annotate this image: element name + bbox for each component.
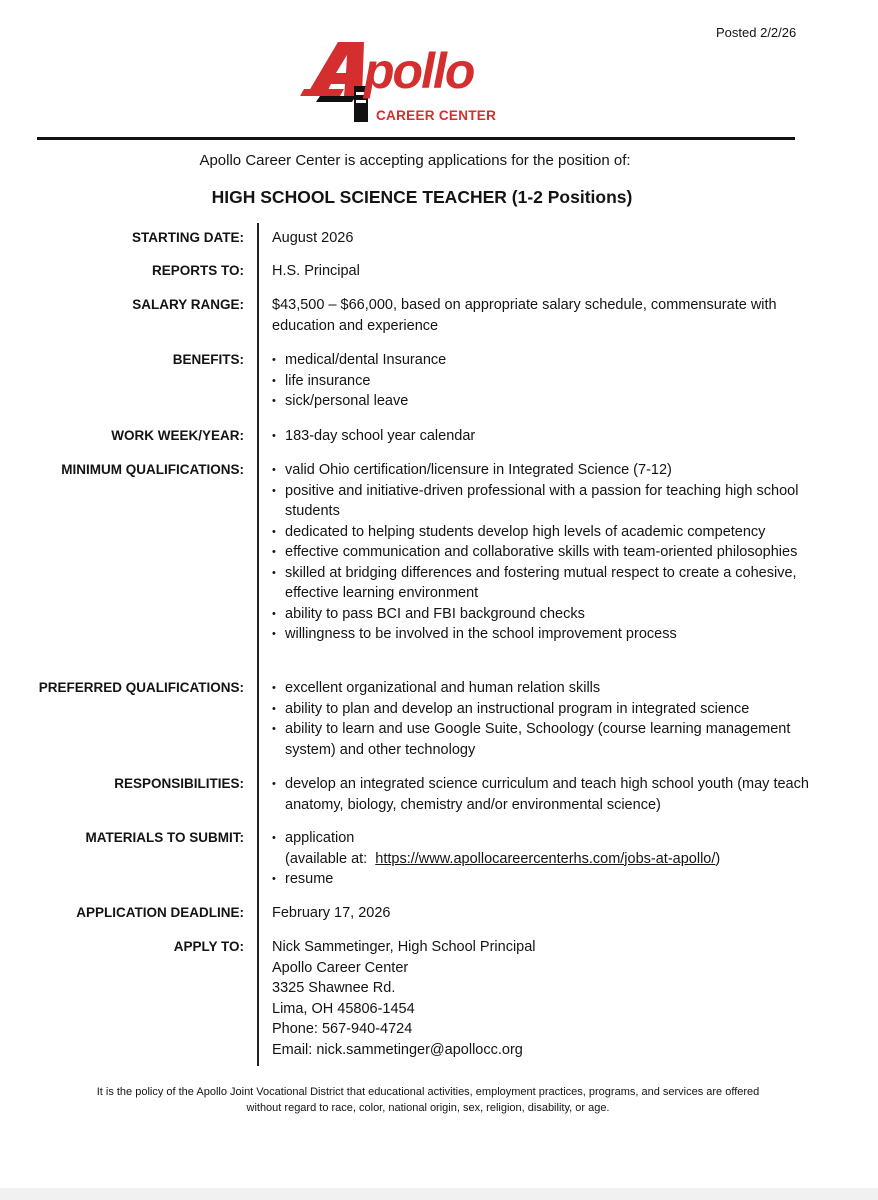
apply-to-line: Phone: 567-940-4724 <box>272 1021 413 1037</box>
value-salary-range: $43,500 – $66,000, based on appropriate salary schedule, commensurate with education and experience <box>272 297 777 334</box>
logo-subtitle: CAREER CENTER <box>376 108 497 123</box>
value-reports-to: H.S. Principal <box>272 263 360 279</box>
label-responsibilities: RESPONSIBILITIES: <box>114 776 244 791</box>
list-item: • effective communication and collaborative skills with team-oriented philosophies <box>272 542 812 563</box>
value-deadline: February 17, 2026 <box>272 905 391 921</box>
materials-available-prefix: (available at: <box>285 850 376 867</box>
label-starting-date: STARTING DATE: <box>132 230 244 245</box>
page-bottom-edge <box>0 1188 878 1200</box>
responsibilities-list <box>272 774 812 815</box>
intro-text: Apollo Career Center is accepting applications for the position of: <box>199 152 631 169</box>
label-salary-range: SALARY RANGE: <box>132 297 244 312</box>
header-divider <box>37 137 795 140</box>
benefits-list <box>272 350 812 412</box>
list-item: • skilled at bridging differences and fostering mutual respect to create a cohesive, effective learning environment <box>272 563 812 604</box>
label-work-week: WORK WEEK/YEAR: <box>111 428 244 443</box>
label-deadline: APPLICATION DEADLINE: <box>76 905 244 920</box>
list-item <box>272 828 812 869</box>
materials-application: application <box>285 830 355 846</box>
apply-to-line: Apollo Career Center <box>272 959 409 976</box>
label-apply-to: APPLY TO: <box>173 939 244 954</box>
value-starting-date: August 2026 <box>272 230 354 246</box>
label-minimum-qualifications: MINIMUM QUALIFICATIONS: <box>61 462 244 477</box>
job-title: HIGH SCHOOL SCIENCE TEACHER (1-2 Positions) <box>211 187 633 207</box>
label-materials: MATERIALS TO SUBMIT: <box>85 830 244 845</box>
list-item: • life insurance <box>272 371 812 392</box>
materials-list <box>272 828 812 890</box>
posted-date: Posted 2/2/26 <box>716 25 797 40</box>
label-reports-to: REPORTS TO: <box>151 263 244 278</box>
list-item: • positive and initiative-driven professional with a passion for teaching high school students <box>272 481 812 522</box>
list-item: • 183-day school year calendar <box>272 426 812 447</box>
list-item: • ability to pass BCI and FBI background checks <box>272 604 812 625</box>
nondiscrimination-policy: It is the policy of the Apollo Joint Vocational District that educational activities, employment practices, programs, and services are offered without regard to race, color, national origin, sex, religion, disability, or age. <box>96 1086 760 1114</box>
label-benefits: BENEFITS: <box>172 352 244 367</box>
list-item: • resume <box>272 869 812 890</box>
list-item: • medical/dental Insurance <box>272 350 812 371</box>
label-preferred-qualifications: PREFERRED QUALIFICATIONS: <box>38 680 244 695</box>
materials-available-suffix: ) <box>715 850 721 867</box>
list-item: • excellent organizational and human relation skills <box>272 678 812 699</box>
list-item: • valid Ohio certification/licensure in Integrated Science (7-12) <box>272 460 812 481</box>
apollo-career-center-logo <box>298 40 522 126</box>
list-item: • ability to learn and use Google Suite, Schoology (course learning management system) and other technology <box>272 719 812 760</box>
list-item: • dedicated to helping students develop high levels of academic competency <box>272 522 812 543</box>
preferred-qualifications-list <box>272 678 812 760</box>
apply-to-line: Nick Sammetinger, High School Principal <box>272 939 536 955</box>
logo-wordmark: pollo <box>364 43 474 99</box>
minimum-qualifications-list <box>272 460 812 645</box>
apply-to-address <box>272 937 812 1060</box>
work-week-list <box>272 426 812 447</box>
jobs-link[interactable]: https://www.apollocareercenterhs.com/jobs-at-apollo/ <box>375 850 716 867</box>
apply-to-line: Email: nick.sammetinger@apollocc.org <box>272 1041 523 1058</box>
list-item: • sick/personal leave <box>272 391 812 412</box>
label-column-divider <box>257 223 259 1066</box>
list-item: • willingness to be involved in the school improvement process <box>272 624 812 645</box>
apply-to-line: 3325 Shawnee Rd. <box>272 980 396 996</box>
list-item: • ability to plan and develop an instructional program in integrated science <box>272 699 812 720</box>
list-item: • develop an integrated science curriculum and teach high school youth (may teach anatomy, biology, chemistry and/or environmental science) <box>272 774 812 815</box>
apply-to-line: Lima, OH 45806-1454 <box>272 1000 415 1017</box>
